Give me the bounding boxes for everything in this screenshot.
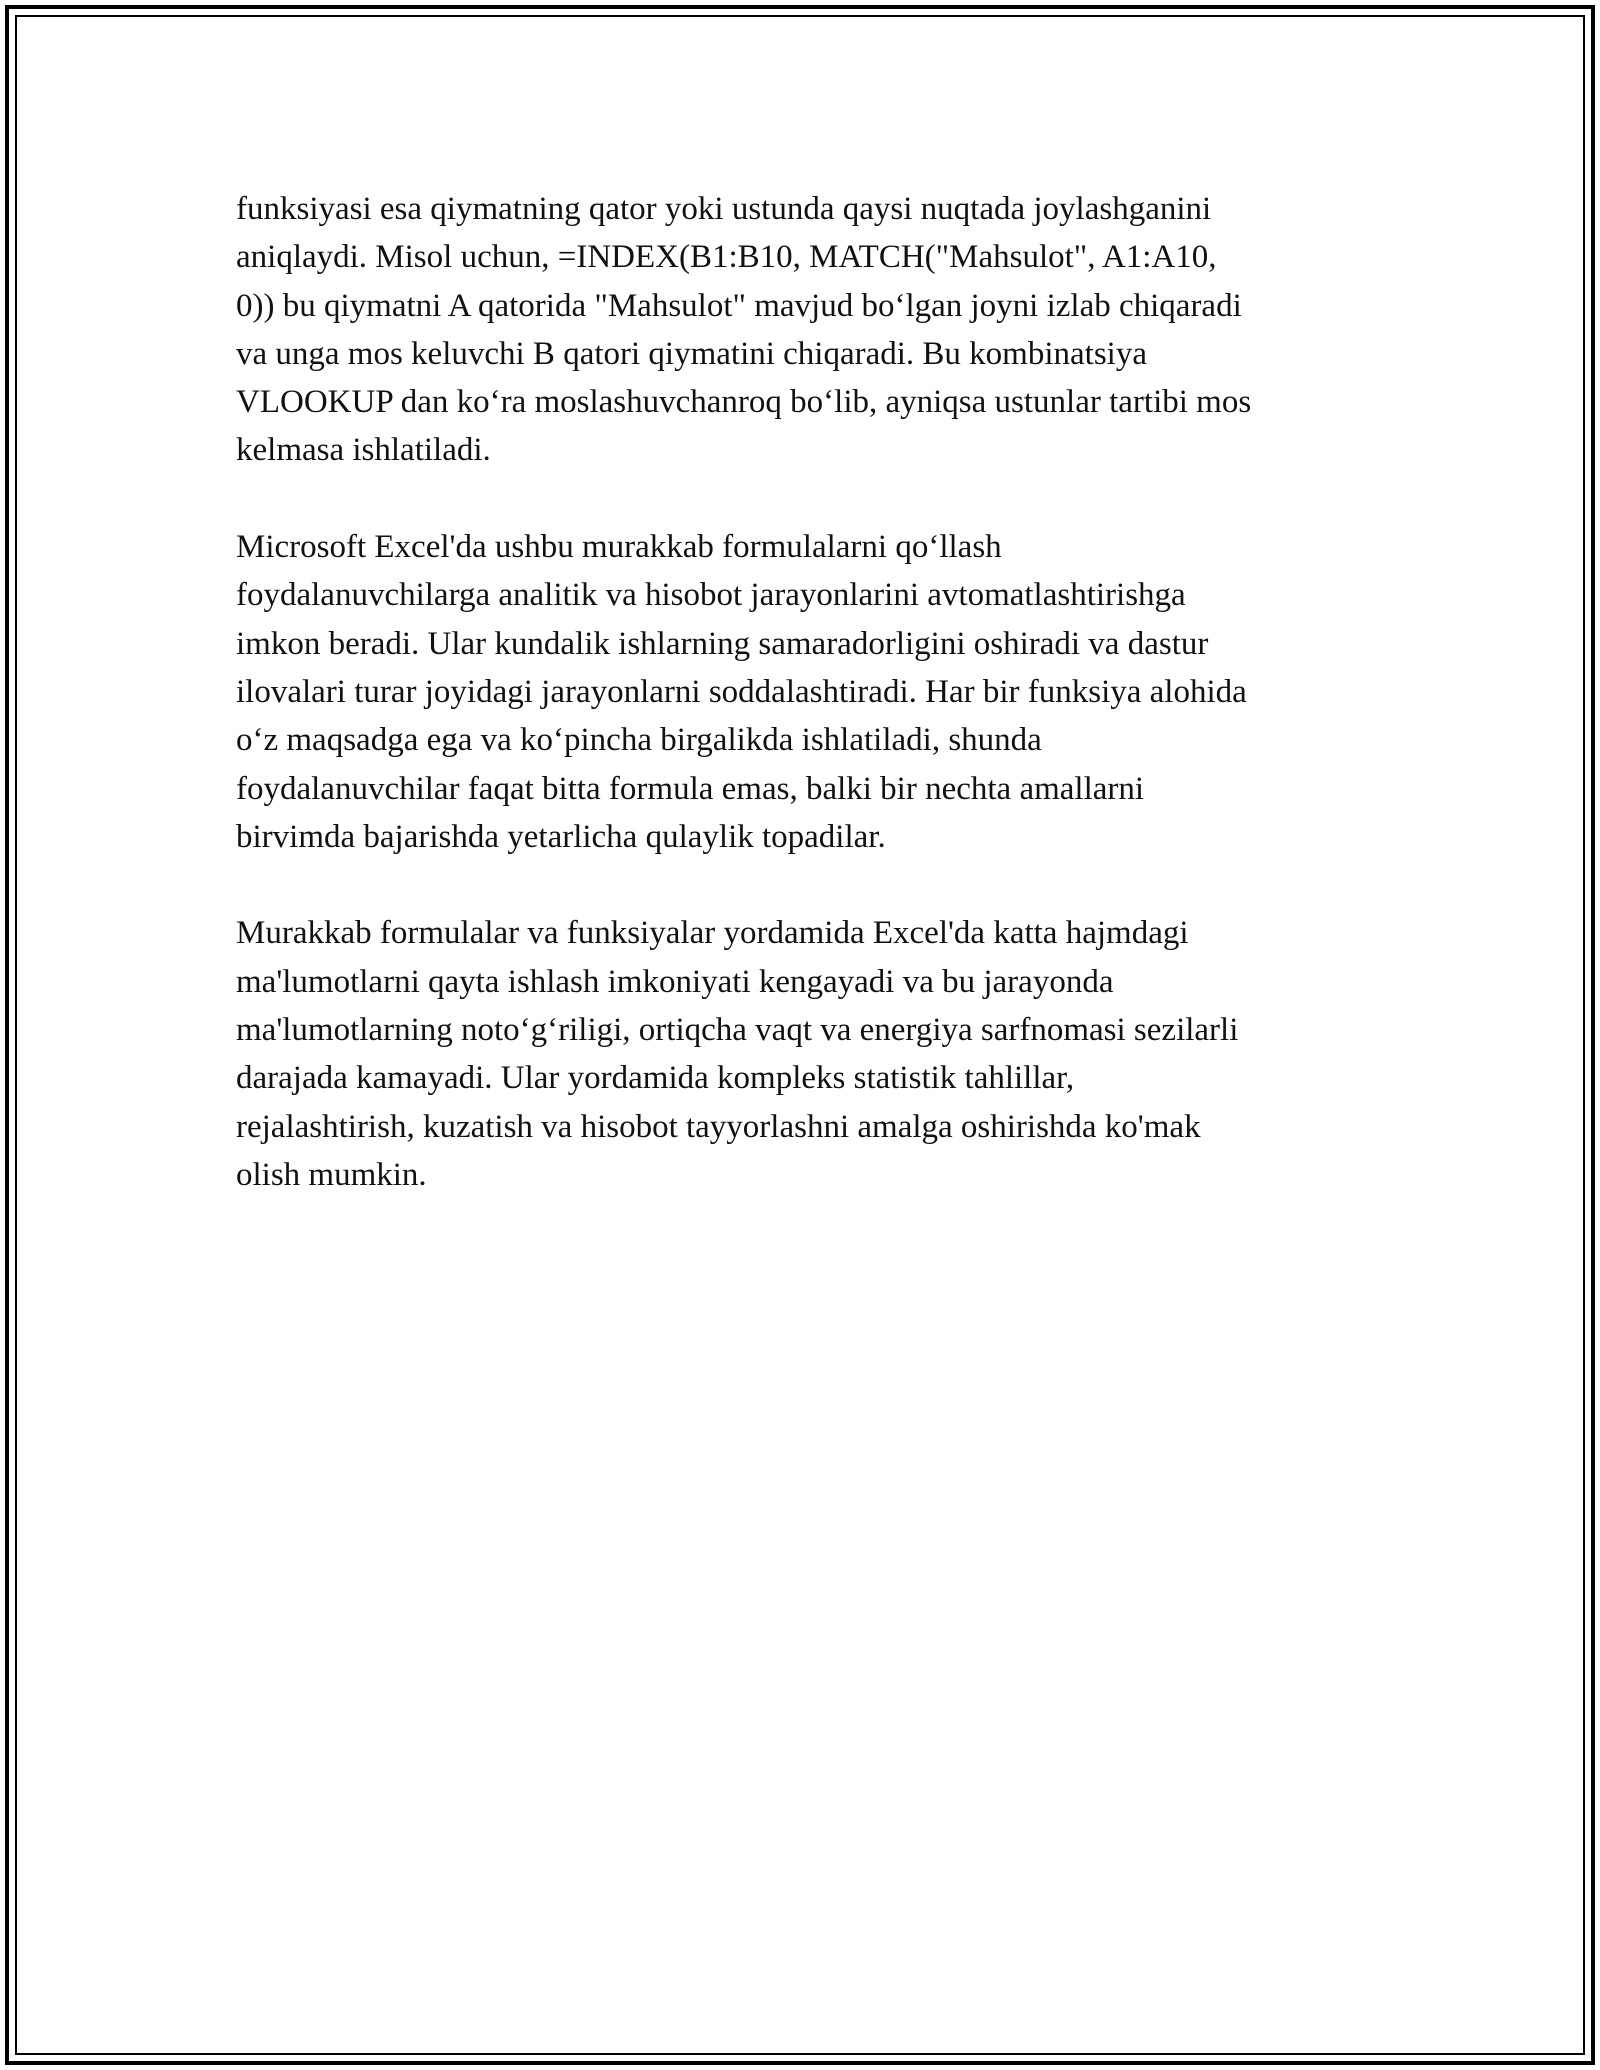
paragraph-1 (236, 185, 1376, 475)
text-line: ilovalari turar joyidagi jarayonlarni soddalashtiradi. Har bir funksiya alohida (236, 673, 1247, 710)
text-line: birvimda bajarishda yetarlicha qulaylik topadilar. (236, 818, 886, 855)
text-line: o‘z maqsadga ega va ko‘pincha birgalikda ishlatiladi, shunda (236, 722, 1042, 759)
text-line: darajada kamayadi. Ular yordamida kompleks statistik tahlillar, (236, 1060, 1075, 1097)
text-line: foydalanuvchilar faqat bitta formula emas, balki bir nechta amallarni (236, 770, 1145, 807)
text-line: olish mumkin. (236, 1156, 427, 1193)
text-line: kelmasa ishlatiladi. (236, 432, 491, 469)
text-line: foydalanuvchilarga analitik va hisobot jarayonlarini avtomatlashtirishga (236, 577, 1186, 614)
text-line: Murakkab formulalar va funksiyalar yordamida Excel'da katta hajmdagi (236, 915, 1189, 952)
paragraph-3 (236, 909, 1376, 1199)
paragraph-2 (236, 523, 1376, 861)
text-line: va unga mos keluvchi B qatori qiymatini chiqaradi. Bu kombinatsiya (236, 335, 1147, 372)
text-line: rejalashtirish, kuzatish va hisobot tayyorlashni amalga oshirishda ko'mak (236, 1108, 1201, 1145)
text-line: Microsoft Excel'da ushbu murakkab formulalarni qo‘llash (236, 529, 1002, 566)
document-body (236, 185, 1376, 1248)
text-line: aniqlaydi. Misol uchun, =INDEX(B1:B10, MATCH("Mahsulot", A1:A10, (236, 239, 1217, 276)
text-line: ma'lumotlarni qayta ishlash imkoniyati kengayadi va bu jarayonda (236, 963, 1114, 1000)
text-line: imkon beradi. Ular kundalik ishlarning samaradorligini oshiradi va dastur (236, 625, 1209, 662)
text-line: ma'lumotlarning noto‘g‘riligi, ortiqcha vaqt va energiya sarfnomasi sezilarli (236, 1012, 1239, 1049)
text-line: VLOOKUP dan ko‘ra moslashuvchanroq bo‘lib, ayniqsa ustunlar tartibi mos (236, 384, 1252, 421)
text-line: 0)) bu qiymatni A qatorida "Mahsulot" mavjud bo‘lgan joyni izlab chiqaradi (236, 287, 1242, 324)
text-line: funksiyasi esa qiymatning qator yoki ustunda qaysi nuqtada joylashganini (236, 191, 1212, 227)
